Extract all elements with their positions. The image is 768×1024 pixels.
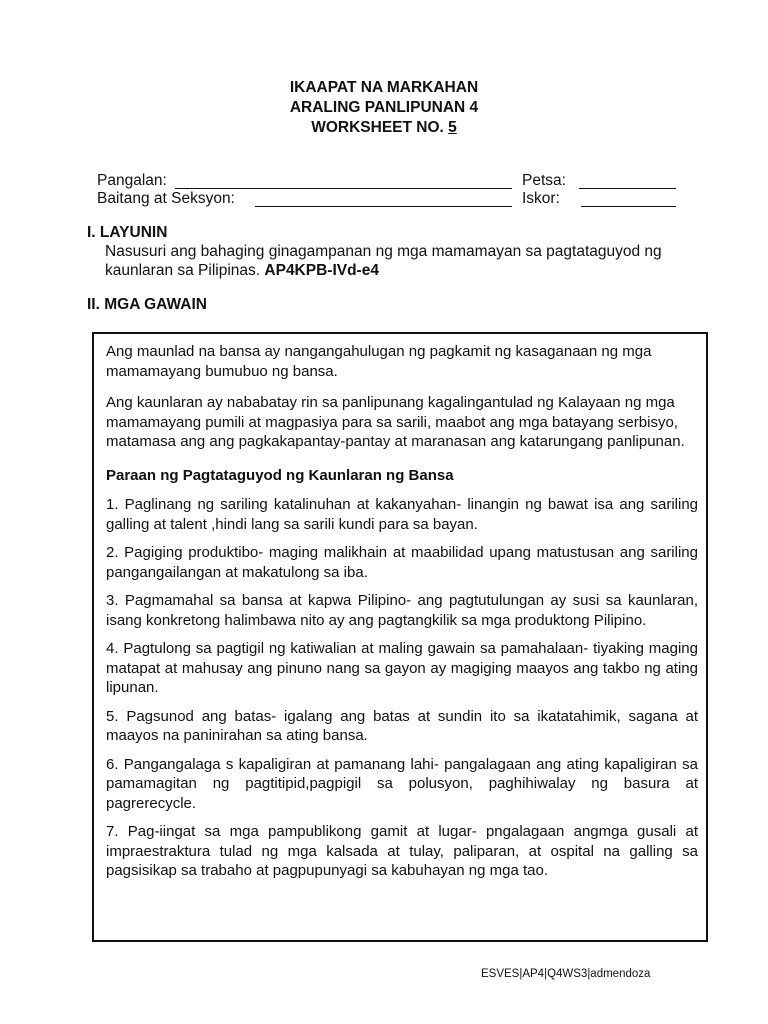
activities-title: II. MGA GAWAIN	[87, 296, 207, 313]
activity-box	[92, 332, 708, 942]
list-item: 5. Pagsunod ang batas- igalang ang batas at sundin ito sa ikatatahimik, sagana at maayos na paninirahan sa ating bansa.	[106, 707, 698, 744]
objective-title: I. LAYUNIN	[87, 224, 168, 241]
date-label: Petsa:	[522, 172, 566, 189]
objective-text	[105, 242, 665, 280]
intro-paragraph-2: Ang kaunlaran ay nababatay rin sa panlipunang kagalingantulad ng Kalayaan ng mga mamamayang pumili at magpasiya para sa sarili, maabot ang mga batayang serbisyo, matamasa ang ang pagkakapantay-pantay at maranasan ang katarungang panlipunan.	[106, 394, 685, 450]
intro-paragraph-1: Ang maunlad na bansa ay nangangahulugan ng pagkamit ng kasaganaan ng mga mamamayang bumubuo ng bansa.	[106, 343, 652, 380]
grade-score-row	[97, 190, 687, 209]
activity-box-content	[106, 342, 698, 890]
name-date-row	[97, 172, 687, 191]
name-label: Pangalan:	[97, 172, 167, 189]
list-item: 2. Pagiging produktibo- maging malikhain at maabilidad upang matustusan ang sariling pangangailangan at makatulong sa iba.	[106, 544, 698, 581]
list-item: 4. Pagtulong sa pagtigil ng katiwalian at maling gawain sa pamahalaan- tiyaking maging matapat at mahusay ang pinuno nang sa gayon ay magiging maayos ang takbo ng ating lipunan.	[106, 640, 698, 696]
list-item: 7. Pag-iingat sa mga pampublikong gamit at lugar- pngalagaan angmga gusali at impraestraktura tulad ng mga kalsada at tulay, paliparan, at ospital na galling sa pagsisikap sa trabaho at pagpupunyagi sa kabuhayan ng mga tao.	[106, 823, 698, 879]
quarter-title: IKAAPAT NA MARKAHAN	[289, 79, 479, 96]
worksheet-number: 5	[448, 119, 457, 136]
score-label: Iskor:	[522, 190, 560, 207]
objective-code: AP4KPB-IVd-e4	[264, 262, 379, 279]
worksheet-title	[0, 118, 768, 138]
footer-code: ESVES|AP4|Q4WS3|admendoza	[481, 968, 651, 980]
list-item: 3. Pagmamahal sa bansa at kapwa Pilipino- ang pagtutulungan ay susi sa kaunlaran, isang konkretong halimbawa nito ay ang pagtangkilik sa mga produktong Pilipino.	[106, 592, 698, 629]
name-field-line[interactable]	[175, 188, 512, 189]
list-item: 6. Pangangalaga s kapaligiran at pamanang lahi- pangalagaan ang ating kapaligiran sa pamamagitan ng pagtitipid,pagpigil sa polusyon, paghihiwalay ng basura at pagrerecycle.	[106, 755, 698, 812]
score-field-line[interactable]	[581, 206, 676, 207]
list-item: 1. Paglinang ng sariling katalinuhan at kakanyahan- linangin ng bawat isa ang sariling galling at talent ,hindi lang sa sarili kundi para sa bayan.	[106, 496, 698, 533]
grade-section-label: Baitang at Seksyon:	[97, 190, 235, 207]
subject-title: ARALING PANLIPUNAN 4	[289, 99, 479, 116]
methods-subtitle: Paraan ng Pagtataguyod ng Kaunlaran ng Bansa	[106, 466, 454, 484]
worksheet-header	[0, 78, 768, 138]
worksheet-title-prefix: WORKSHEET NO.	[311, 119, 449, 136]
date-field-line[interactable]	[579, 188, 676, 189]
objective-body: Nasusuri ang bahaging ginagampanan ng mga mamamayan sa pagtataguyod ng kaunlaran sa Pilipinas.	[105, 243, 662, 279]
grade-section-field-line[interactable]	[255, 206, 512, 207]
